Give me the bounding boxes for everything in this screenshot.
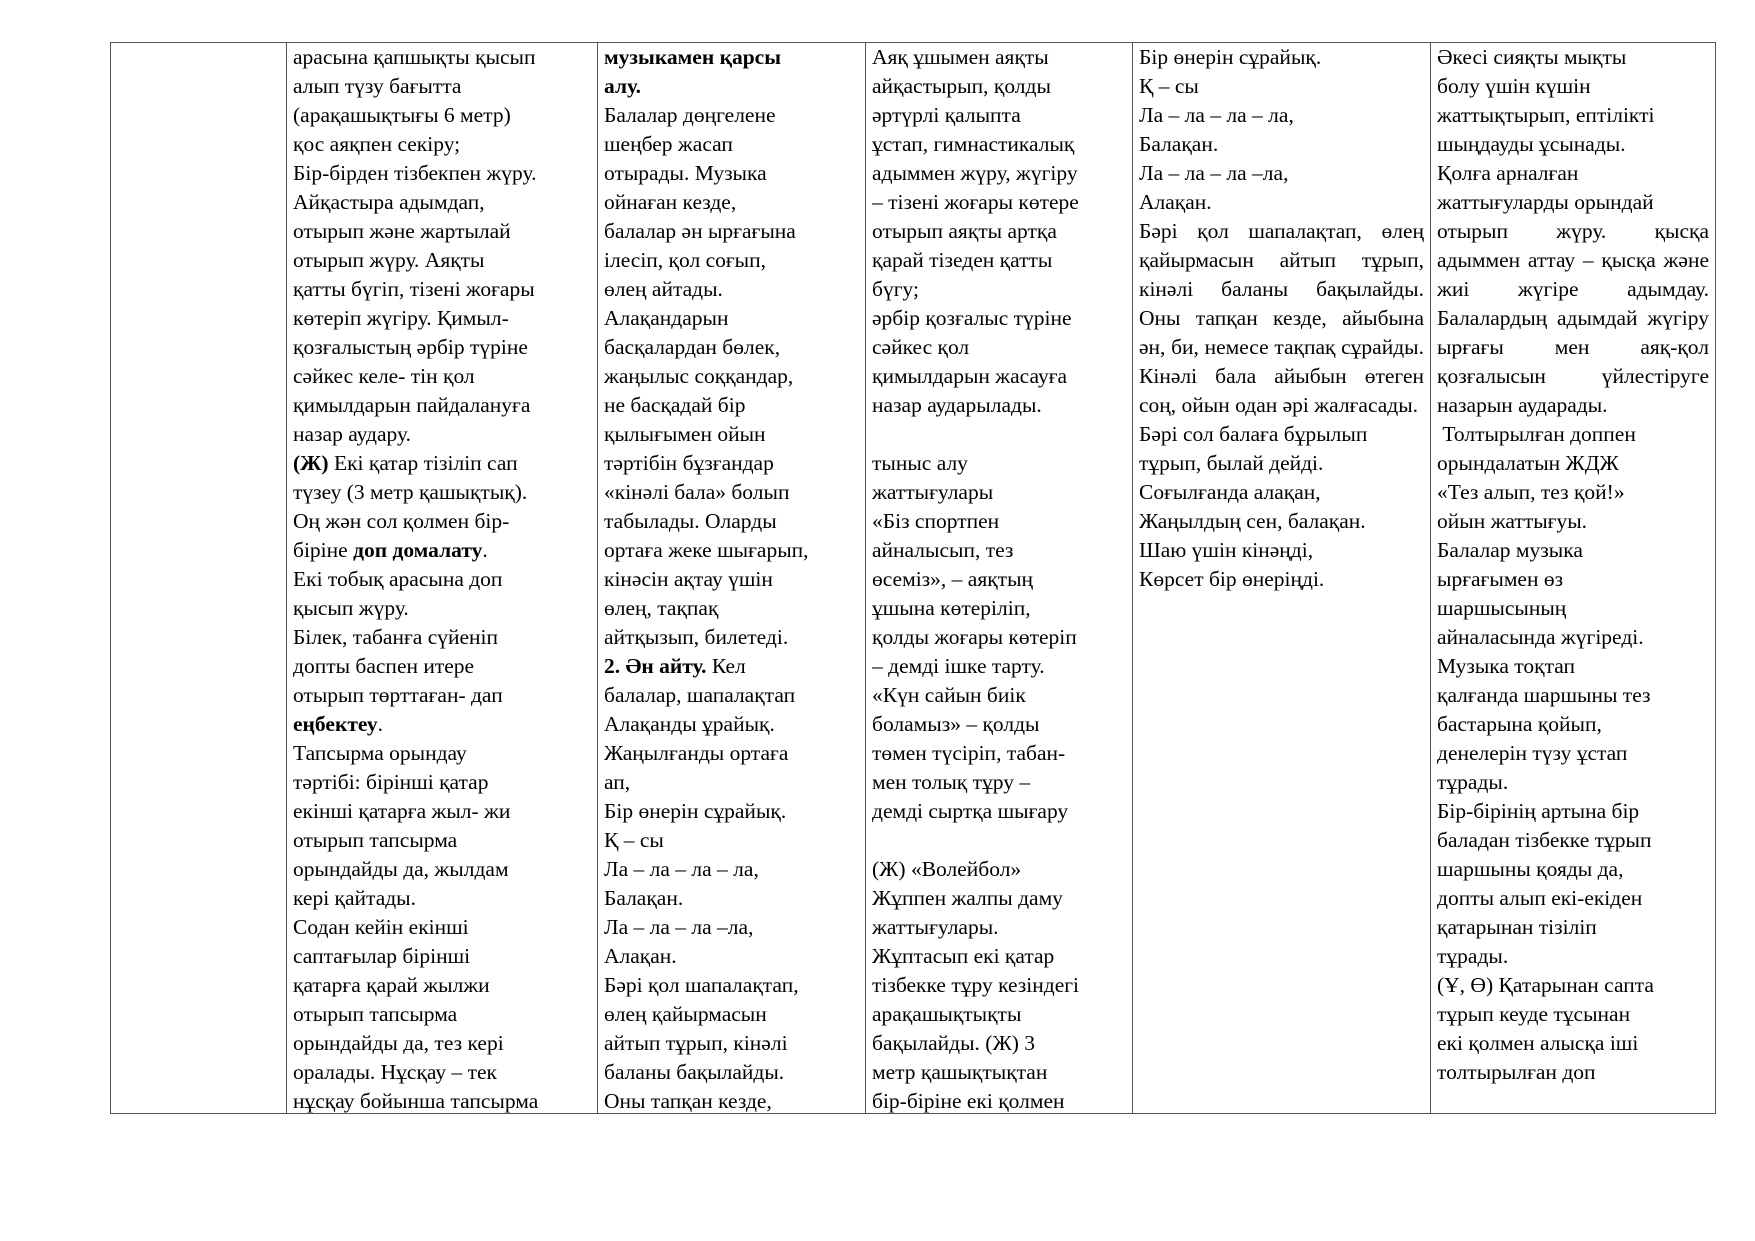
walking-paragraph: отырып жүру. қысқа адыммен аттау – қысқа және жиі жүгіре адымдау. Балалардың адымдай жүгіру ырғағы мен аяқ-қол қозғалысын үйлестіруге назарын аударады. (1437, 219, 1709, 417)
song-game-paragraph: Бәрі қол шапалақтап, өлең қайырмасын айтып тұрып, кінәлі баланы бақылайды. Оны тапқан кезде, айыбына ән, би, немесе тақпақ сұрайды. Кінәлі бала айыбын өтеген соң, ойын одан әрі жалғасады. (1139, 219, 1424, 417)
ball-exercise-cell: Әкесі сияқты мықты болу үшін күшін жаттықтырып, ептілікті шыңдауды ұсынады. Қолға арналған жаттығуларды орындай отырып жүру. қысқа адыммен аттау – қысқа және жиі жүгіре адымдау. Балалардың адымдай жүгіру ырғағы мен аяқ-қол қозғалысын үйлестіруге назарын аударады. Толтырылған доппен орындалатын ЖДЖ «Тез алып, тез қой!» ойын жаттығуы. Балалар музыка ырғағымен өз шаршысының айналасында жүгіреді. Музыка тоқтап қалғанда шаршыны тез бастарына қойып, денелерін түзу ұстап тұрады. Бір-бірінің артына бір баладан тізбекке тұрып шаршыны қояды да, допты алып екі-екіден қатарынан тізіліп тұрады. (Ұ, Ө) Қатарынан сапта тұрып кеуде тұсынан екі қолмен алысқа іші толтырылған доп (1431, 43, 1716, 1114)
lesson-plan-table (110, 42, 1716, 1114)
table-row (111, 43, 1716, 1114)
empty-first-column-cell (111, 43, 287, 1114)
music-game-cell: музыкамен қарсы алу. Балалар дөңгелене шеңбер жасап отырады. Музыка ойнаған кезде, балалар ән ырғағына ілесіп, қол соғып, өлең айтады. Алақандарын басқалардан бөлек, жаңылыс соққандар, не басқадай бір қылығымен ойын тәртібін бұзғандар «кінәлі бала» болып табылады. Оларды ортаға жеке шығарып, кінәсін ақтау үшін өлең, тақпақ айтқызып, билетеді. 2. Ән айту. Кел балалар, шапалақтап Алақанды ұрайық. Жаңылғанды ортаға ап, Бір өнерін сұрайық. Қ – сы Ла – ла – ла – ла, Балақан. Ла – ла – ла –ла, Алақан. Бәрі қол шапалақтап, өлең қайырмасын айтып тұрып, кінәлі баланы бақылайды. Оны тапқан кезде, (598, 43, 866, 1114)
gymnastics-cell: Аяқ ұшымен аяқты айқастырып, қолды әртүрлі қалыпта ұстап, гимнастикалық адыммен жүру, жүгіру – тізені жоғары көтере отырып аяқты артқа қарай тізеден қатты бүгу; әрбір қозғалыс түріне сәйкес қол қимылдарын жасауға назар аударылады. тыныс алу жаттығулары «Біз спортпен айналысып, тез өсеміз», – аяқтың ұшына көтеріліп, қолды жоғары көтеріп – демді ішке тарту. «Күн сайын биік боламыз» – қолды төмен түсіріп, табан- мен толық тұру – демді сыртқа шығару (Ж) «Волейбол» Жұппен жалпы даму жаттығулары. Жұптасып екі қатар тізбекке тұру кезіндегі арақашықтықты бақылайды. (Ж) 3 метр қашықтықтан бір-біріне екі қолмен (866, 43, 1133, 1114)
song-game-cell: Бір өнерін сұрайық. Қ – сы Ла – ла – ла – ла, Балақан. Ла – ла – ла –ла, Алақан. Бәрі қол шапалақтап, өлең қайырмасын айтып тұрып, кінәлі баланы бақылайды. Оны тапқан кезде, айыбына ән, би, немесе тақпақ сұрайды. Кінәлі бала айыбын өтеген соң, ойын одан әрі жалғасады. Бәрі сол балаға бұрылып тұрып, былай дейді. Соғылғанда алақан, Жаңылдың сен, балақан. Шаю үшін кінәңді, Көрсет бір өнеріңді. (1133, 43, 1431, 1114)
exercise-description-cell: арасына қапшықты қысып алып түзу бағытта (арақашықтығы 6 метр) қос аяқпен секіру; Бір-бірден тізбекпен жүру. Айқастыра адымдап, отырып және жартылай отырып жүру. Аяқты қатты бүгіп, тізені жоғары көтеріп жүгіру. Қимыл- қозғалыстың әрбір түріне сәйкес келе- тін қол қимылдарын пайдалануға назар аудару. (Ж) Екі қатар тізіліп сап түзеу (3 метр қашықтық). Оң жән сол қолмен бір- біріне доп домалату. Екі тобық арасына доп қысып жүру. Білек, табанға сүйеніп допты баспен итере отырып төрттаған- дап еңбектеу. Тапсырма орындау тәртібі: бірінші қатар екінші қатарға жыл- жи отырып тапсырма орындайды да, жылдам кері қайтады. Содан кейін екінші саптағылар бірінші қатарға қарай жылжи отырып тапсырма орындайды да, тез кері оралады. Нұсқау – тек нұсқау бойынша тапсырма (287, 43, 598, 1114)
